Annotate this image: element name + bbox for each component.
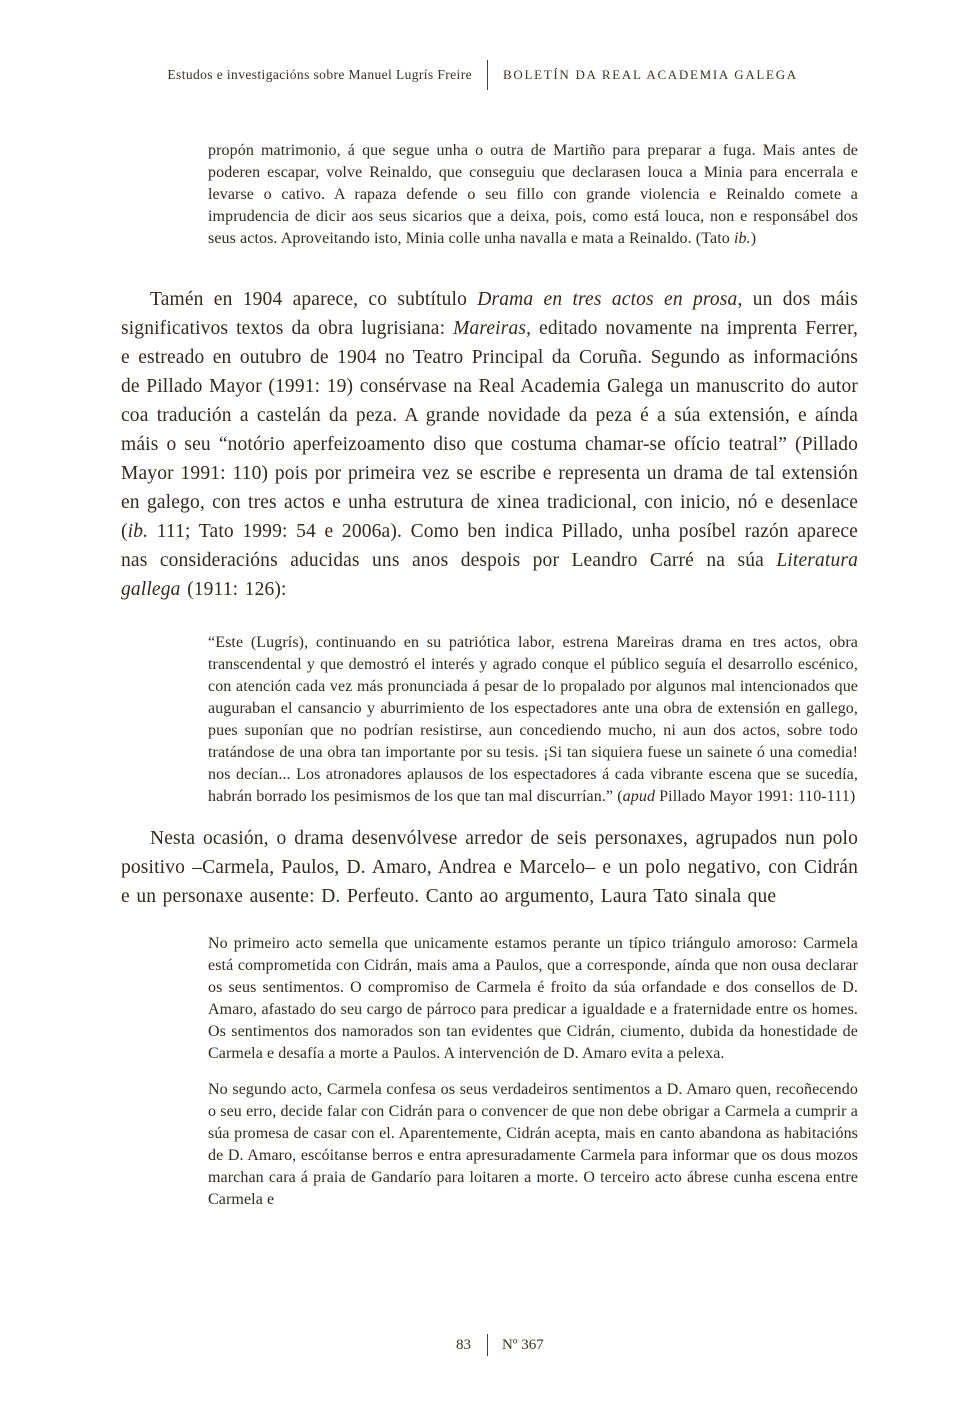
block-quote-carre: “Este (Lugrís), continuando en su patriótica labor, estrena Mareiras drama en tres actos, obra transcendental y que demostró el interés y agrado conque el público seguía el desarrollo escénico, con atención cada vez más pronunciada á pesar de lo propalado por algunos mal intencionados que auguraban el cansancio y aburrimiento de los espectadores ante una obra de extensión en gallego, pues suponían que no podrían resistirse, aun concediendo mucho, ni aun dos actos, sobre todo tratándose de una obra tan importante por su tesis. ¡Si tan siquiera fuese un sainete ó una comedia! nos decían... Los atronadores aplausos de los espectadores á cada vibrante escena que se sucedía, habrán borrado los pesimismos de los que tan mal discurrían.” (apud Pillado Mayor 1991: 110-111) xyxy=(208,634,858,805)
page-header xyxy=(0,60,975,90)
page-number: 83 xyxy=(456,1336,471,1353)
page-footer xyxy=(0,1334,975,1356)
running-head-article-title: Estudos e investigacións sobre Manuel Lugrís Freire xyxy=(167,67,472,82)
running-head-journal-title: BOLETÍN DA REAL ACADEMIA GALEGA xyxy=(503,67,798,82)
block-quote-acto-segundo: No segundo acto, Carmela confesa os seus verdadeiros sentimentos a D. Amaro quen, recoñecendo o seu erro, decide falar con Cidrán para o convencer de que non debe obrigar a Carmela a cumprir a súa promesa de casar con el. Aparentemente, Cidrán acepta, mais en canto abandona as habitacións de D. Amaro, escóitanse berros e entra apresuradamente Carmela para informar que os dous mozos marchan cara á praia de Gandarío para loitaren a morte. O terceiro acto ábrese cunha escena entre Carmela e xyxy=(208,1081,858,1208)
issue-number: Nº 367 xyxy=(502,1336,544,1353)
block-quote-tato: propón matrimonio, á que segue unha o outra de Martiño para preparar a fuga. Mais antes de poderen escapar, volve Reinaldo, que conseguiu que declarasen louca a Minia para encerrala e levarse o cativo. A rapaza defende o seu fillo con grande violencia e Reinaldo comete a imprudencia de dicir aos seus sicarios que a deixa, pois, como está louca, non e responsábel dos seus actos. Aproveitando isto, Minia colle unha navalla e mata a Reinaldo. (Tato ib.) xyxy=(208,142,858,247)
paragraph-mareiras: Tamén en 1904 aparece, co subtítulo Drama en tres actos en prosa, un dos máis significativos textos da obra lugrisiana: Mareiras, editado novamente na imprenta Ferrer, e estreado en outubro de 1904 no Teatro Principal da Coruña. Segundo as informacións de Pillado Mayor (1991: 19) consérvase na Real Academia Galega un manuscrito do autor coa tradución a castelán da peza. A grande novidade da peza é a súa extensión, e aínda máis o seu “notório aperfeizoamento diso que costuma chamar-se ofício teatral” (Pillado Mayor 1991: 110) pois por primeira vez se escribe e representa un drama de tal extensión en galego, con tres actos e unha estrutura de xinea tradicional, con inicio, nó e desenlace (ib. 111; Tato 1999: 54 e 2006a). Como ben indica Pillado, unha posíbel razón aparece nas consideracións aducidas uns anos despois por Leandro Carré na súa Literatura gallega (1911: 126): xyxy=(121,289,858,600)
paragraph-personaxes: Nesta ocasión, o drama desenvólvese arredor de seis personaxes, agrupados nun polo positivo –Carmela, Paulos, D. Amaro, Andrea e Marcelo– e un polo negativo, con Cidrán e un personaxe ausente: D. Perfeuto. Canto ao argumento, Laura Tato sinala que xyxy=(121,828,858,907)
page-body xyxy=(121,140,858,1211)
block-quote-acto-primeiro: No primeiro acto semella que unicamente estamos perante un típico triángulo amoroso: Carmela está comprometida con Cidrán, mais ama a Paulos, que a corresponde, aínda que non ousa declarar os seus sentimentos. O compromiso de Carmela é froito da súa orfandade e dos consellos de D. Amaro, afastado do seu cargo de párroco para predicar a igualdade e a fraternidade entre os homes. Os sentimentos dos namorados son tan evidentes que Cidrán, ciumento, dubida da honestidade de Carmela e desafía a morte a Paulos. A intervención de D. Amaro evita a pelexa. xyxy=(208,935,858,1062)
